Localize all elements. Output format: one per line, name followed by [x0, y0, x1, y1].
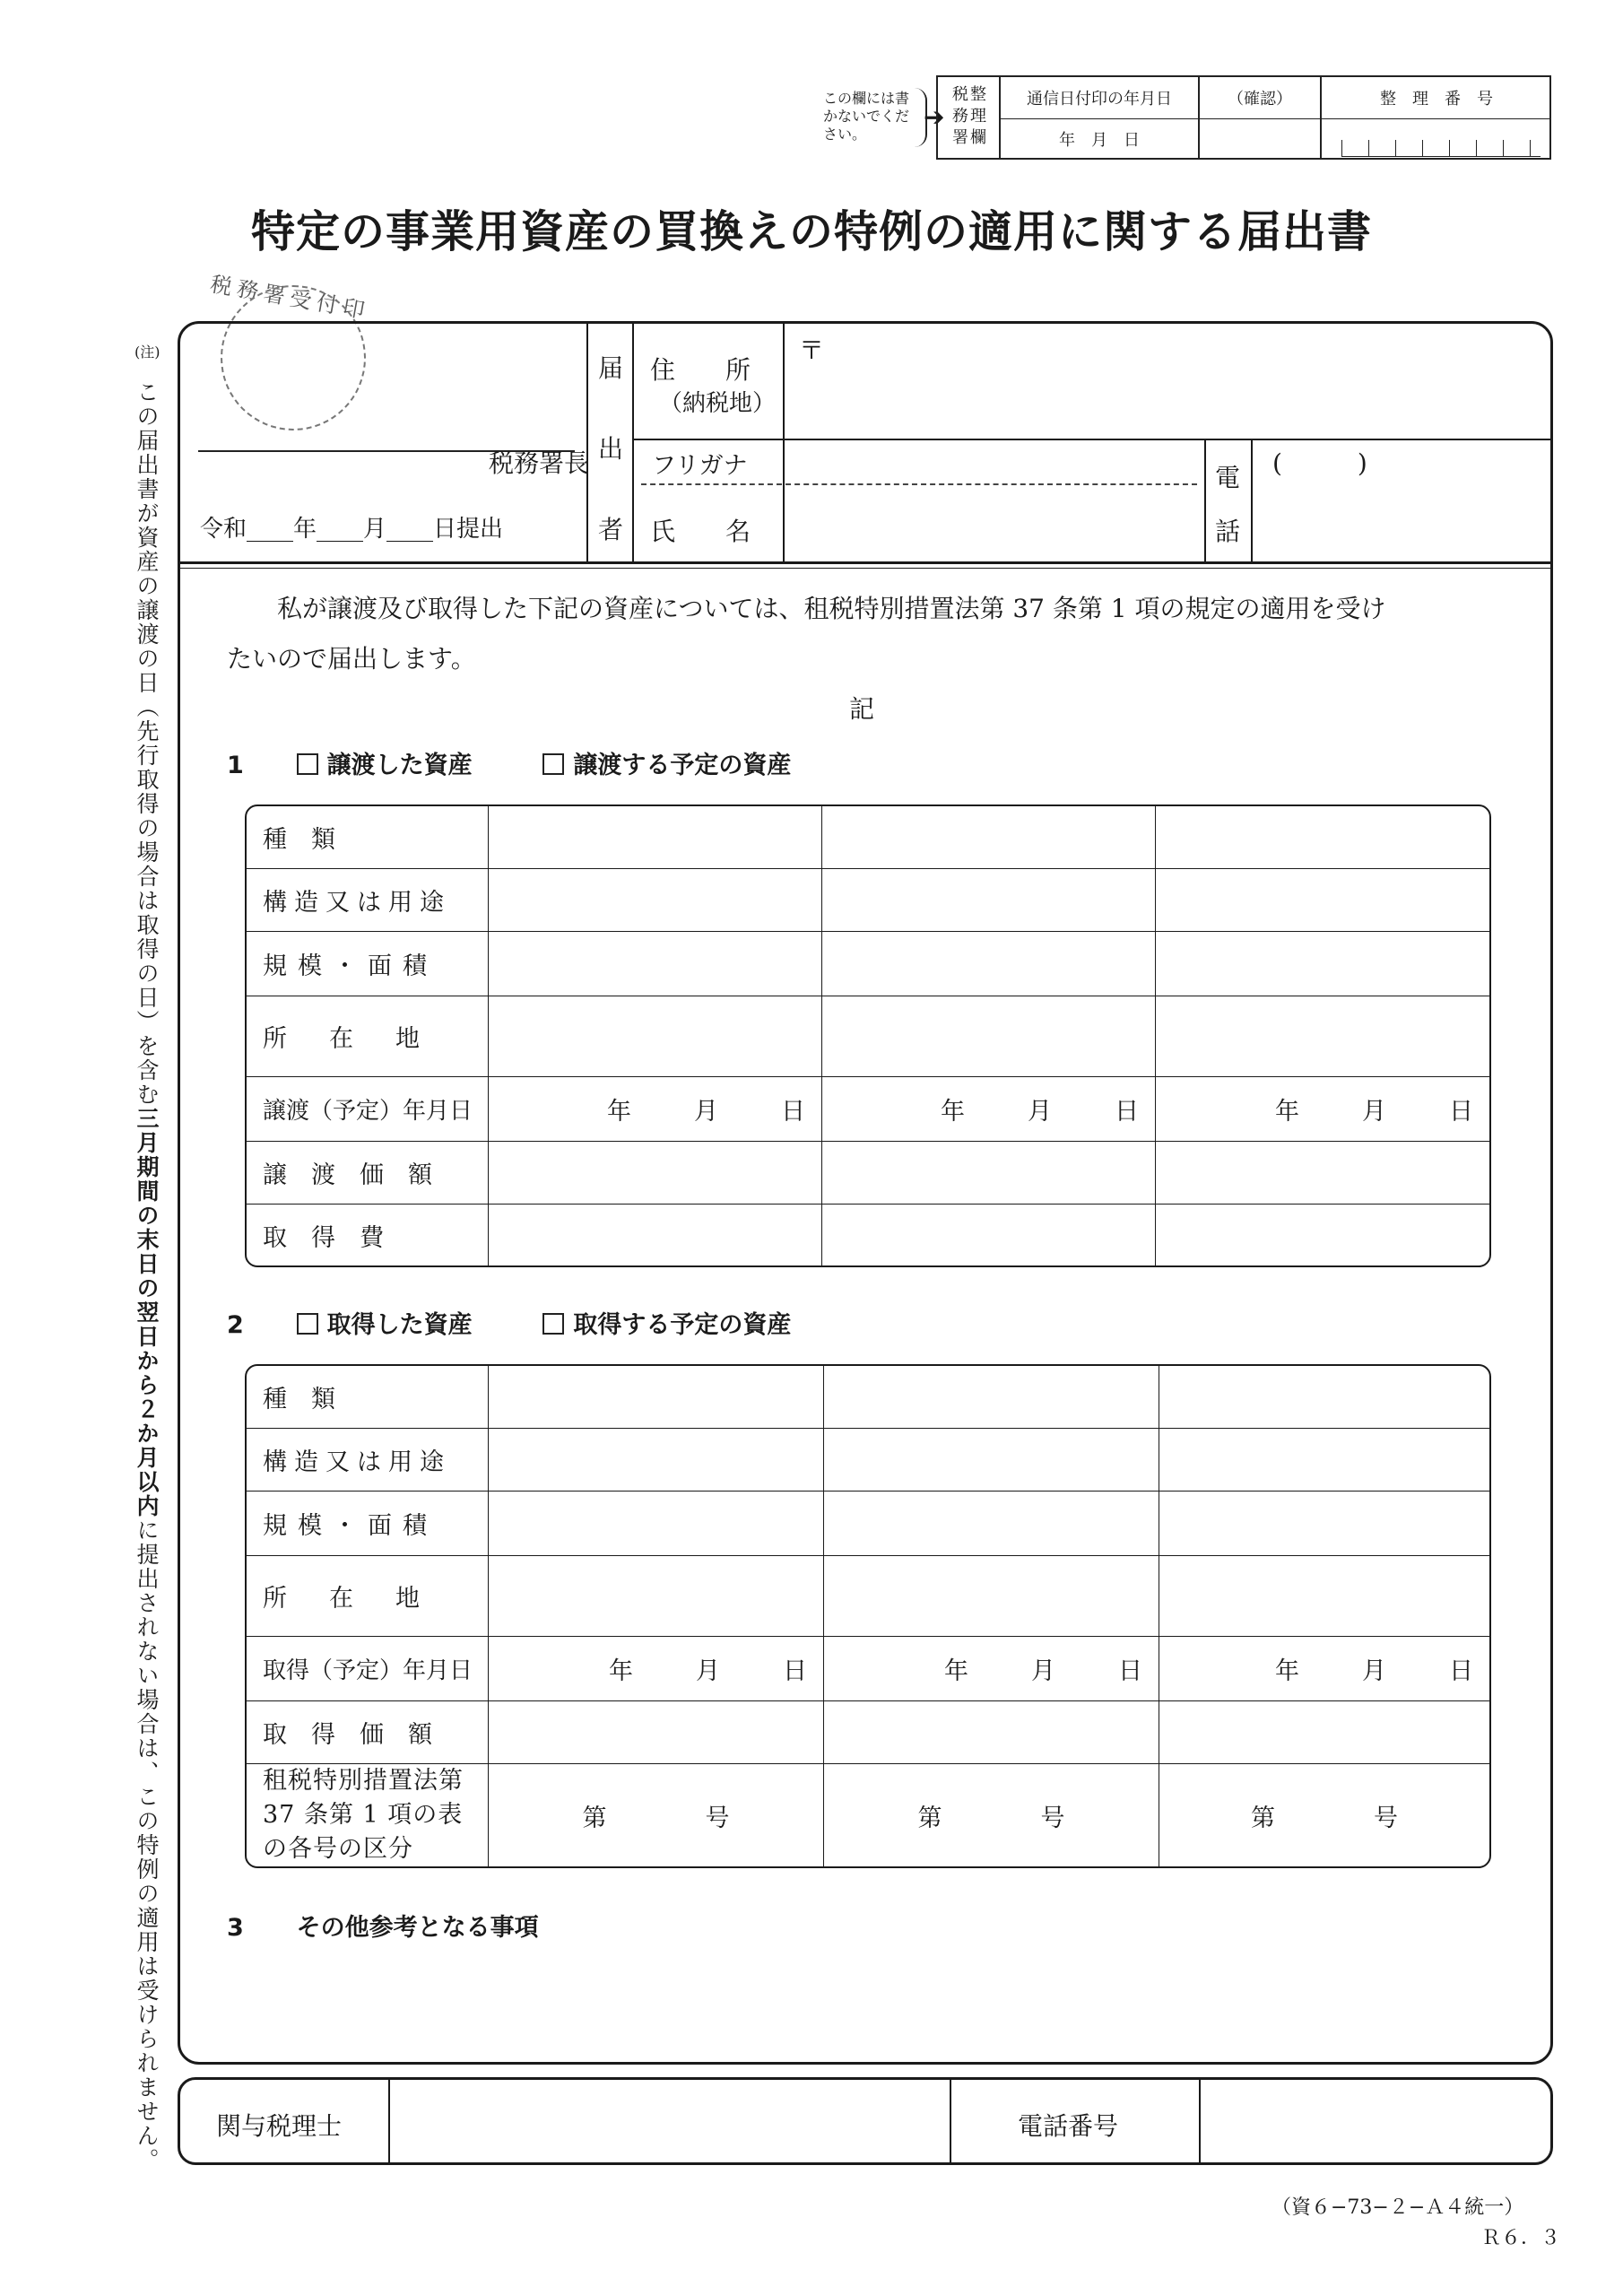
s2-label-classification: 租税特別措置法第 37 条第 1 項の表の各号の区分	[247, 1764, 489, 1866]
office-use-box	[936, 75, 1551, 160]
s2-label-type: 種 類	[247, 1366, 489, 1429]
s1-price-cell-3[interactable]	[1156, 1142, 1489, 1205]
s1-date-cell-1[interactable]: 年 月 日	[489, 1077, 822, 1142]
s2-date-cell-2[interactable]: 年 月 日	[824, 1637, 1159, 1701]
s1-scale-cell-1[interactable]	[489, 932, 822, 996]
s1-scale-cell-2[interactable]	[822, 932, 1156, 996]
arrow-right-icon: ➔	[924, 102, 945, 132]
tax-accountant-field[interactable]	[392, 2083, 946, 2161]
side-note-part1: この届出書が資産の譲渡の日（先行取得の場合は取得の日）を含む	[134, 380, 160, 1107]
s1-date-cell-2[interactable]: 年 月 日	[822, 1077, 1156, 1142]
s2-structure-cell-3[interactable]	[1159, 1429, 1489, 1492]
s1-structure-cell-2[interactable]	[822, 869, 1156, 932]
section1-number: 1	[227, 752, 244, 779]
applicant-label-2: 出	[598, 434, 624, 464]
section3-heading	[227, 1908, 539, 1943]
side-note-part3: に提出されない場合は、この特例の適用は受けられません。	[134, 1518, 160, 2172]
furigana-field[interactable]	[790, 444, 1193, 480]
s2-class-cell-1[interactable]: 第 号	[489, 1764, 824, 1866]
address-sublabel: （納税地）	[659, 390, 777, 417]
office-use-label: 税整務理署欄	[952, 85, 988, 147]
phone-label-2: 話	[1215, 517, 1241, 546]
tax-accountant-label: 関与税理士	[216, 2111, 343, 2141]
form-code: （資６−73−２−Ａ４統一）	[1271, 2196, 1524, 2219]
s1-price-cell-2[interactable]	[822, 1142, 1156, 1205]
section1-option2-checkbox[interactable]	[542, 753, 564, 775]
name-field[interactable]	[790, 491, 1193, 555]
s2-location-cell-3[interactable]	[1159, 1556, 1489, 1637]
section1-option1-checkbox[interactable]	[297, 753, 318, 775]
section2-number: 2	[227, 1311, 244, 1339]
s2-location-cell-2[interactable]	[824, 1556, 1159, 1637]
s2-structure-cell-2[interactable]	[824, 1429, 1159, 1492]
s2-date-cell-1[interactable]: 年 月 日	[489, 1637, 824, 1701]
s1-label-location: 所 在 地	[247, 996, 489, 1077]
main-form	[178, 321, 1553, 2065]
intro-line-2: たいので届出します。	[227, 644, 476, 674]
s2-price-cell-3[interactable]	[1159, 1701, 1489, 1764]
ki-label: 記	[849, 694, 875, 724]
s1-structure-cell-1[interactable]	[489, 869, 822, 932]
intro-line-1: 私が譲渡及び取得した下記の資産については、租税特別措置法第 37 条第 1 項の規定の適用を受け	[277, 594, 1386, 623]
section2-option2-label: 取得する予定の資産	[573, 1311, 792, 1339]
applicant-label-3: 者	[598, 515, 624, 544]
address-label: 住 所	[650, 355, 751, 385]
section2-heading	[227, 1305, 791, 1340]
s2-type-cell-2[interactable]	[824, 1366, 1159, 1429]
office-date-header: 通信日付印の年月日	[1027, 90, 1172, 109]
s1-scale-cell-3[interactable]	[1156, 932, 1489, 996]
office-date-value: 年 月 日	[1059, 131, 1140, 150]
section2-option2-checkbox[interactable]	[542, 1313, 564, 1335]
furigana-label: フリガナ	[652, 452, 748, 480]
postal-mark: 〒	[799, 335, 825, 365]
applicant-label-1: 届	[598, 353, 624, 383]
s2-scale-cell-2[interactable]	[824, 1492, 1159, 1556]
s2-structure-cell-1[interactable]	[489, 1429, 824, 1492]
s2-price-cell-2[interactable]	[824, 1701, 1159, 1764]
s1-label-scale: 規模・面積	[247, 932, 489, 996]
s1-type-cell-2[interactable]	[822, 806, 1156, 869]
accountant-phone-field[interactable]	[1202, 2083, 1549, 2161]
s1-label-acquisition-cost: 取 得 費	[247, 1205, 489, 1265]
side-note	[133, 380, 160, 2172]
submission-date[interactable]: 令和____年____月____日提出	[200, 516, 504, 543]
office-number-header: 整 理 番 号	[1380, 90, 1493, 109]
s1-label-structure: 構造又は用途	[247, 869, 489, 932]
section2-option1-checkbox[interactable]	[297, 1313, 318, 1335]
s2-label-scale: 規模・面積	[247, 1492, 489, 1556]
s1-label-transfer-date: 譲渡（予定）年月日	[247, 1077, 489, 1142]
section1-heading	[227, 745, 791, 780]
s2-label-acquisition-price: 取 得 価 額	[247, 1701, 489, 1764]
s2-price-cell-1[interactable]	[489, 1701, 824, 1764]
section3-field[interactable]	[252, 1956, 1489, 2046]
s1-cost-cell-3[interactable]	[1156, 1205, 1489, 1265]
s2-location-cell-1[interactable]	[489, 1556, 824, 1637]
s2-scale-cell-3[interactable]	[1159, 1492, 1489, 1556]
office-note: この欄には書かないでください。	[823, 90, 910, 143]
section2-table	[245, 1364, 1491, 1868]
s1-location-cell-3[interactable]	[1156, 996, 1489, 1077]
side-note-part2: 三月期間の末日の翌日から２か月以内	[134, 1107, 160, 1518]
s2-type-cell-1[interactable]	[489, 1366, 824, 1429]
section1-option2-label: 譲渡する予定の資産	[573, 752, 792, 779]
section3-number: 3	[227, 1914, 244, 1942]
s2-label-location: 所 在 地	[247, 1556, 489, 1637]
accountant-phone-label: 電話番号	[1018, 2111, 1119, 2141]
s1-date-cell-3[interactable]: 年 月 日	[1156, 1077, 1489, 1142]
office-number-ticks	[1341, 140, 1541, 157]
stamp-label: 税務署受付印	[208, 271, 372, 325]
s1-price-cell-1[interactable]	[489, 1142, 822, 1205]
section1-table	[245, 804, 1491, 1267]
form-revision: Ｒ６．３	[1481, 2227, 1561, 2249]
s1-cost-cell-2[interactable]	[822, 1205, 1156, 1265]
s2-label-acquisition-date: 取得（予定）年月日	[247, 1637, 489, 1701]
section3-label: その他参考となる事項	[296, 1914, 539, 1942]
section2-option1-label: 取得した資産	[326, 1311, 473, 1339]
note-label: (注)	[135, 344, 161, 361]
intro-text	[227, 584, 1536, 684]
s1-label-type: 種 類	[247, 806, 489, 869]
s2-class-cell-2[interactable]: 第 号	[824, 1764, 1159, 1866]
s2-date-cell-3[interactable]: 年 月 日	[1159, 1637, 1489, 1701]
name-label: 氏 名	[650, 517, 751, 546]
s2-type-cell-3[interactable]	[1159, 1366, 1489, 1429]
s1-location-cell-2[interactable]	[822, 996, 1156, 1077]
section1-option1-label: 譲渡した資産	[326, 752, 473, 779]
s1-location-cell-1[interactable]	[489, 996, 822, 1077]
office-confirm-header: （確認）	[1228, 90, 1292, 109]
tax-accountant-box	[178, 2077, 1553, 2165]
page-title: 特定の事業用資産の買換えの特例の適用に関する届出書	[250, 206, 1372, 257]
s1-label-transfer-price: 譲 渡 価 額	[247, 1142, 489, 1205]
phone-field[interactable]	[1265, 485, 1543, 555]
s1-cost-cell-1[interactable]	[489, 1205, 822, 1265]
s1-type-cell-1[interactable]	[489, 806, 822, 869]
address-field[interactable]	[808, 360, 1543, 431]
s2-scale-cell-1[interactable]	[489, 1492, 824, 1556]
phone-label-1: 電	[1215, 463, 1241, 492]
s2-class-cell-3[interactable]: 第 号	[1251, 1804, 1398, 1832]
s2-label-structure: 構造又は用途	[247, 1429, 489, 1492]
tax-office-suffix: 税務署長	[489, 448, 590, 478]
s1-type-cell-3[interactable]	[1156, 806, 1489, 869]
s1-structure-cell-3[interactable]	[1156, 869, 1489, 932]
phone-area-code[interactable]: ( )	[1272, 448, 1367, 478]
